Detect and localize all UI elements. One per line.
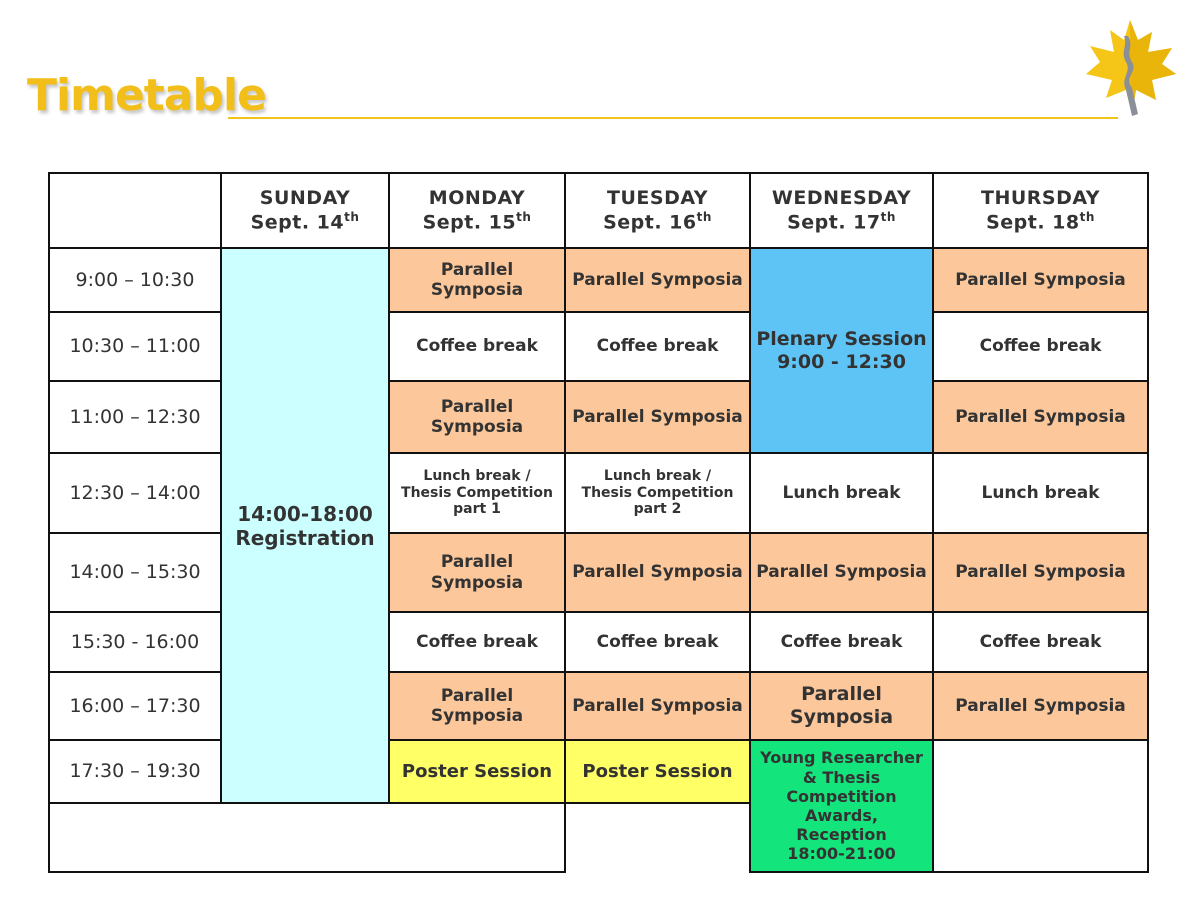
time-cell: 14:00 – 15:30 bbox=[49, 533, 221, 612]
time-cell: 9:00 – 10:30 bbox=[49, 248, 221, 312]
lunch-thesis-cell: Lunch break / Thesis Competition part 2 bbox=[565, 453, 750, 533]
maple-leaf-logo-icon bbox=[1082, 18, 1178, 118]
parallel-symposia-cell: Parallel Symposia bbox=[565, 672, 750, 740]
coffee-break-cell: Coffee break bbox=[933, 312, 1148, 381]
lunch-thesis-cell: Lunch break / Thesis Competition part 1 bbox=[389, 453, 565, 533]
parallel-symposia-cell: Parallel Symposia bbox=[933, 248, 1148, 312]
coffee-break-cell: Coffee break bbox=[389, 312, 565, 381]
parallel-symposia-cell: Parallel Symposia bbox=[565, 533, 750, 612]
time-cell: 12:30 – 14:00 bbox=[49, 453, 221, 533]
parallel-symposia-cell: Parallel Symposia bbox=[933, 672, 1148, 740]
page-title: Timetable bbox=[27, 70, 266, 121]
day-header-thursday: THURSDAY Sept. 18th bbox=[933, 173, 1148, 248]
table-row bbox=[49, 612, 1148, 672]
parallel-symposia-cell: Parallel Symposia bbox=[389, 381, 565, 453]
empty-cell bbox=[933, 740, 1148, 872]
day-header-tuesday: TUESDAY Sept. 16th bbox=[565, 173, 750, 248]
parallel-symposia-cell: Parallel Symposia bbox=[750, 672, 933, 740]
poster-session-cell: Poster Session bbox=[389, 740, 565, 803]
title-underline bbox=[228, 117, 1118, 119]
table-row bbox=[49, 672, 1148, 740]
parallel-symposia-cell: Parallel Symposia bbox=[389, 248, 565, 312]
day-header-sunday: SUNDAY Sept. 14th bbox=[221, 173, 389, 248]
coffee-break-cell: Coffee break bbox=[933, 612, 1148, 672]
time-cell: 16:00 – 17:30 bbox=[49, 672, 221, 740]
header-row bbox=[49, 173, 1148, 248]
time-cell: 10:30 – 11:00 bbox=[49, 312, 221, 381]
empty-cell bbox=[49, 803, 565, 872]
awards-reception-cell: Young Researcher & Thesis Competition Awards, Reception 18:00-21:00 bbox=[750, 740, 933, 872]
table-row bbox=[49, 533, 1148, 612]
lunch-break-cell: Lunch break bbox=[750, 453, 933, 533]
parallel-symposia-cell: Parallel Symposia bbox=[389, 533, 565, 612]
coffee-break-cell: Coffee break bbox=[750, 612, 933, 672]
table-row bbox=[49, 312, 1148, 381]
parallel-symposia-cell: Parallel Symposia bbox=[389, 672, 565, 740]
parallel-symposia-cell: Parallel Symposia bbox=[750, 533, 933, 612]
parallel-symposia-cell: Parallel Symposia bbox=[933, 381, 1148, 453]
poster-session-cell: Poster Session bbox=[565, 740, 750, 803]
day-header-monday: MONDAY Sept. 15th bbox=[389, 173, 565, 248]
coffee-break-cell: Coffee break bbox=[565, 612, 750, 672]
registration-cell: 14:00-18:00 Registration bbox=[221, 248, 389, 803]
day-header-wednesday: WEDNESDAY Sept. 17th bbox=[750, 173, 933, 248]
timetable bbox=[48, 172, 1149, 873]
parallel-symposia-cell: Parallel Symposia bbox=[565, 381, 750, 453]
parallel-symposia-cell: Parallel Symposia bbox=[933, 533, 1148, 612]
time-cell: 17:30 – 19:30 bbox=[49, 740, 221, 803]
coffee-break-cell: Coffee break bbox=[389, 612, 565, 672]
table-row bbox=[49, 453, 1148, 533]
table-row bbox=[49, 248, 1148, 312]
corner-cell bbox=[49, 173, 221, 248]
table-row bbox=[49, 381, 1148, 453]
parallel-symposia-cell: Parallel Symposia bbox=[565, 248, 750, 312]
lunch-break-cell: Lunch break bbox=[933, 453, 1148, 533]
plenary-session-cell: Plenary Session 9:00 - 12:30 bbox=[750, 248, 933, 453]
table-row bbox=[49, 740, 1148, 803]
time-cell: 15:30 - 16:00 bbox=[49, 612, 221, 672]
coffee-break-cell: Coffee break bbox=[565, 312, 750, 381]
time-cell: 11:00 – 12:30 bbox=[49, 381, 221, 453]
